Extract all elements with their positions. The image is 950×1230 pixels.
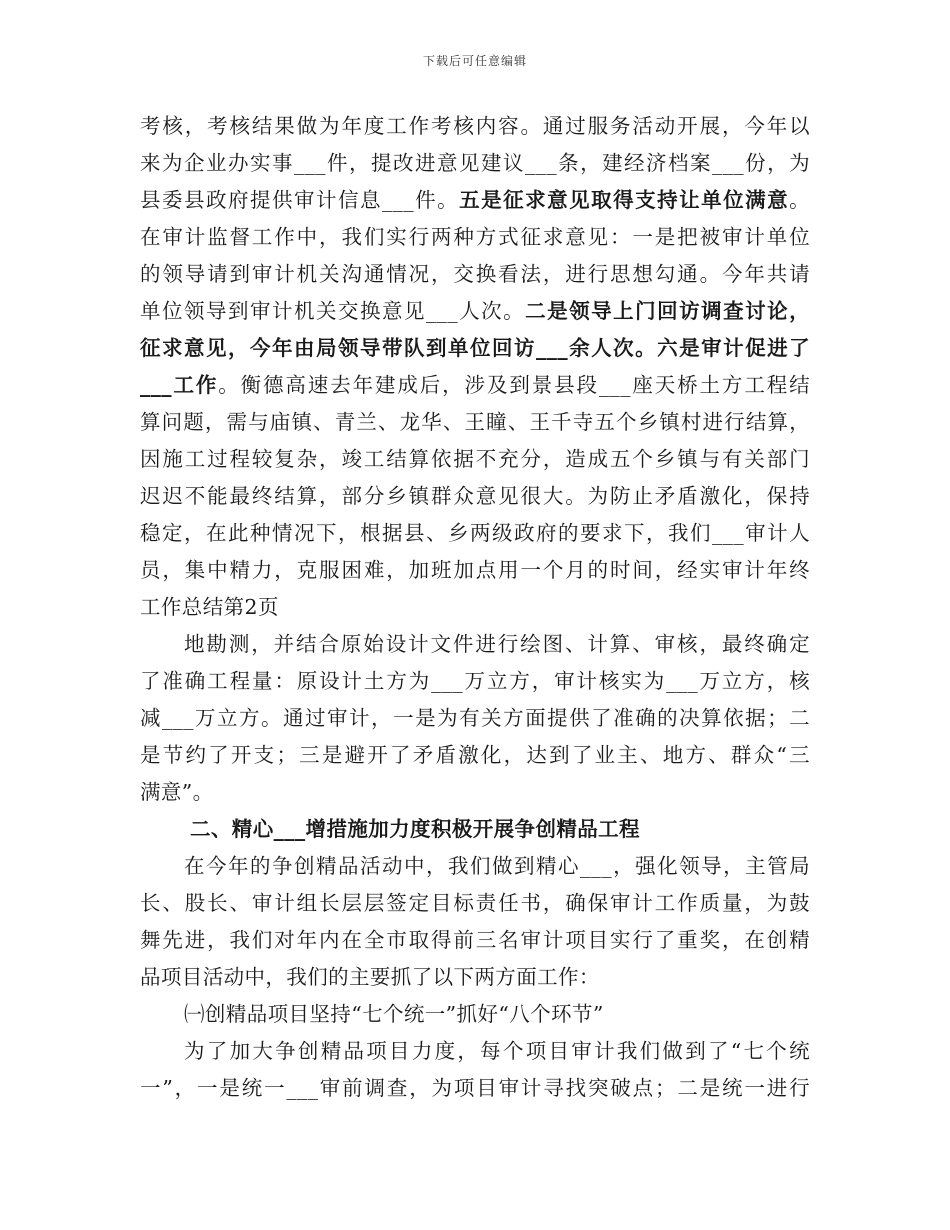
text-line: 舞先进，我们对年内在全市取得前三名审计项目实行了重奖，在创精: [140, 928, 810, 952]
text-line: 单位领导到审计机关交换意见___人次。二是领导上门回访调查讨论，: [140, 299, 810, 323]
text-line: 员，集中精力，克服困难，加班加点用一个月的时间，经实审计年终: [140, 558, 810, 582]
text-line: 减___万立方。通过审计，一是为有关方面提供了准确的决算依据；二: [140, 706, 810, 730]
text-line: 地勘测，并结合原始设计文件进行绘图、计算、审核，最终确定: [184, 632, 810, 656]
text-line: 征求意见，今年由局领导带队到单位回访___余人次。六是审计促进了: [140, 336, 810, 360]
text-line: 一”，一是统一___审前调查，为项目审计寻找突破点；二是统一进行: [140, 1076, 810, 1100]
text-line: 满意”。: [140, 780, 214, 804]
text-line: ___工作。衡德高速去年建成后，涉及到景县段___座天桥土方工程结: [140, 373, 811, 397]
text-line: 的领导请到审计机关沟通情况，交换看法，进行思想勾通。今年共请: [140, 262, 810, 286]
document-body: [140, 108, 810, 1107]
text-line: 长、股长、审计组长层层签定目标责任书，确保审计工作质量，为鼓: [140, 891, 810, 915]
text-line: 县委县政府提供审计信息___件。五是征求意见取得支持让单位满意。: [140, 188, 811, 212]
section-heading: 二、精心___增措施加力度积极开展争创精品工程: [190, 817, 640, 841]
text-line: 了准确工程量：原设计土方为___万立方，审计核实为___万立方，核: [140, 669, 810, 693]
text-line: 算问题，需与庙镇、青兰、龙华、王瞳、王千寺五个乡镇村进行结算，: [140, 410, 810, 434]
text-line: 迟迟不能最终结算，部分乡镇群众意见很大。为防止矛盾激化，保持: [140, 484, 810, 508]
text-line: 在审计监督工作中，我们实行两种方式征求意见：一是把被审计单位: [140, 225, 810, 249]
text-line: 在今年的争创精品活动中，我们做到精心___，强化领导，主管局: [184, 854, 810, 878]
subsection-heading: ㈠创精品项目坚持“七个统一”抓好“八个环节”: [184, 1002, 604, 1026]
text-line: 是节约了开支；三是避开了矛盾激化，达到了业主、地方、群众“三: [140, 743, 810, 767]
text-line: 品项目活动中，我们的主要抓了以下两方面工作：: [140, 965, 600, 989]
text-line: 稳定，在此种情况下，根据县、乡两级政府的要求下，我们___审计人: [140, 521, 810, 545]
text-line: 因施工过程较复杂，竣工结算依据不充分，造成五个乡镇与有关部门: [140, 447, 810, 471]
text-line: 为了加大争创精品项目力度，每个项目审计我们做到了“七个统: [184, 1039, 810, 1063]
text-line: 工作总结第2页: [140, 595, 279, 619]
text-line: 考核，考核结果做为年度工作考核内容。通过服务活动开展，今年以: [140, 114, 810, 138]
text-line: 来为企业办实事___件，提改进意见建议___条，建经济档案___份，为: [140, 151, 810, 175]
page-header: 下载后可任意编辑: [422, 54, 527, 68]
